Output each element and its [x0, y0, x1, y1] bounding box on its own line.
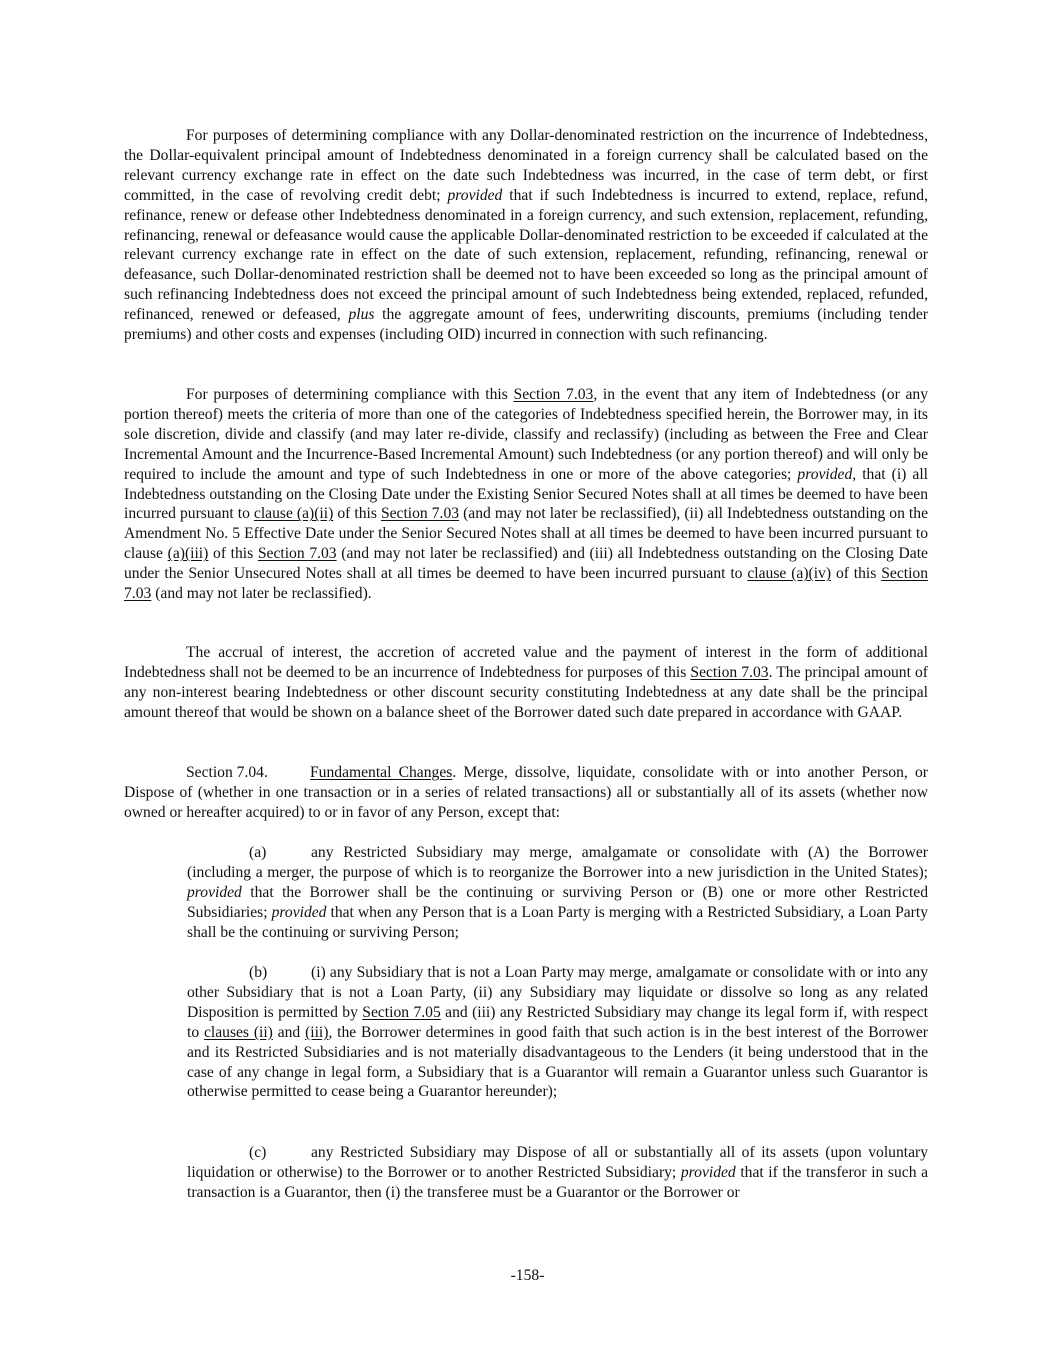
section-reference: Section 7.05 [362, 1003, 441, 1021]
paragraph-classification: For purposes of determining compliance with this Section 7.03, in the event that any item of Indebtedness (or any portion thereof) meets the criteria of more than one of the categories of Indebtedness specified herein, the Borrower may, in its sole discretion, divide and classify (and may later re-divide, classify and reclassify) (including as between the Free and Clear Incremental Amount and the Incurrence-Based Incremental Amount) such Indebtedness (or any portion thereof) and will only be required to include the amount and type of such Indebtedness in one or more of the above categories; provided, that (i) all Indebtedness outstanding on the Closing Date under the Existing Senior Secured Notes shall at all times be deemed to have been incurred pursuant to clause (a)(ii) of this Section 7.03 (and may not later be reclassified), (ii) all Indebtedness outstanding on the Amendment No. 5 Effective Date under the Senior Secured Notes shall at all times be deemed to have been incurred pursuant to clause (a)(iii) of this Section 7.03 (and may not later be reclassified) and (iii) all Indebtedness outstanding on the Closing Date under the Senior Unsecured Notes shall at all times be deemed to have been incurred pursuant to clause (a)(iv) of this Section 7.03 (and may not later be reclassified). [124, 386, 929, 603]
clause-c: (c) any Restricted Subsidiary may Dispose of all or substantially all of its assets (upon voluntary liquidation or otherwise) to the Borrower or to another Restricted Subsidiary; provided that if the transferor in such a transaction is a Guarantor, then (i) the transferee must be a Guarantor or the Borrower or [187, 1144, 929, 1201]
clause-b: (b) (i) any Subsidiary that is not a Loan Party may merge, amalgamate or consolidate with or into any other Subsidiary that is not a Loan Party, (ii) any Subsidiary may liquidate or dissolve so long as any related Disposition is permitted by Section 7.05 and (iii) any Restricted Subsidiary may change its legal form if, with respect to clauses (ii) and (iii), the Borrower determines in good faith that such action is in the best interest of the Borrower and its Restricted Subsidiaries and is not materially disadvantageous to the Lenders (it being understood that in the case of any change in legal form, a Subsidiary that is a Guarantor will remain a Guarantor unless such Guarantor is otherwise permitted to cease being a Guarantor hereunder); [187, 964, 928, 1101]
paragraph-section-7-04: Section 7.04. Fundamental Changes. Merge, dissolve, liquidate, consolidate with or into another Person, or Dispose of (whether in one transaction or in a series of related transactions) all or substantially all of its assets (whether now owned or hereafter acquired) to or in favor of any Person, except that: [124, 764, 928, 821]
section-number: Section 7.04. [186, 764, 268, 781]
section-title: Fundamental Changes [310, 764, 453, 781]
clause-label: (b) [249, 964, 268, 981]
section-reference: Section 7.03 [690, 663, 769, 681]
section-reference: Section 7.03 [257, 545, 337, 563]
clause-label: (c) [249, 1144, 267, 1161]
page-number: -158- [510, 1267, 545, 1284]
paragraph-accrual-of-interest: The accrual of interest, the accretion of accreted value and the payment of interest in the form of additional Indebtedness shall not be deemed to be an incurrence of Indebtedness for purposes of this Section 7.03. The principal amount of any non-interest bearing Indebtedness or other discount security constituting Indebtedness at any date shall be the principal amount thereof that would be shown on a balance sheet of the Borrower dated such date prepared in accordance with GAAP. [124, 644, 929, 721]
clause-reference: (a)(iii) [167, 545, 209, 563]
clause-reference: clause (a)(ii) [253, 505, 334, 523]
section-reference: Section 7.03 [380, 505, 460, 523]
section-reference: Section 7.03 [513, 386, 594, 403]
clause-reference: (iii) [305, 1023, 329, 1041]
clause-reference: clauses (ii) [203, 1023, 273, 1041]
clause-reference: clause (a)(iv) [747, 565, 832, 583]
clause-a: (a) any Restricted Subsidiary may merge, amalgamate or consolidate with (A) the Borrower (including a merger, the purpose of which is to reorganize the Borrower into a new jurisdiction in the United States); provided that the Borrower shall be the continuing or surviving Person or (B) one or more other Restricted Subsidiaries; provided that when any Person that is a Loan Party is merging with a Restricted Subsidiary, a Loan Party shall be the continuing or surviving Person; [187, 844, 929, 941]
section-reference: Section 7.03 [124, 565, 929, 603]
clause-label: (a) [249, 844, 267, 861]
paragraph-dollar-restriction: For purposes of determining compliance with any Dollar-denominated restriction on the incurrence of Indebtedness, the Dollar-equivalent principal amount of Indebtedness denominated in a foreign currency shall be calculated based on the relevant currency exchange rate in effect on the date such Indebtedness was incurred, in the case of term debt, or first committed, in the case of revolving credit debt; provided that if such Indebtedness is incurred to extend, replace, refund, refinance, renew or defease other Indebtedness denominated in a foreign currency, and such extension, replacement, refunding, refinancing, renewal or defeasance would cause the applicable Dollar-denominated restriction to be exceeded if calculated at the relevant currency exchange rate in effect on the date of such extension, replacement, refunding, refinancing, renewal or defeasance, such Dollar-denominated restriction shall be deemed not to have been exceeded so long as the principal amount of such refinancing Indebtedness does not exceed the principal amount of such Indebtedness being extended, replaced, refunded, refinanced, renewed or defeased, plus the aggregate amount of fees, underwriting discounts, premiums (including tender premiums) and other costs and expenses (including OID) incurred in connection with such refinancing. [124, 127, 928, 344]
